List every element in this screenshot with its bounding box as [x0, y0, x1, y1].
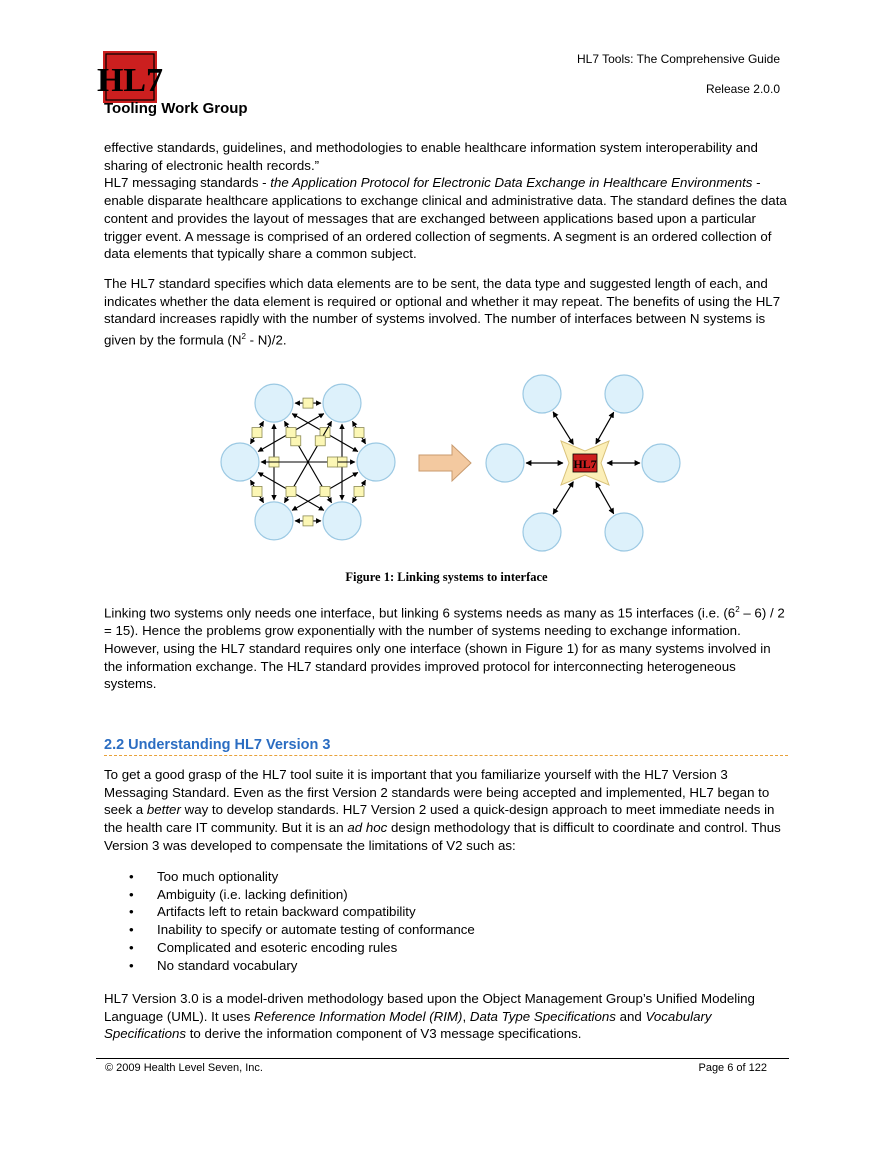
list-item: • Ambiguity (i.e. lacking definition)	[129, 886, 348, 902]
interface-box	[315, 436, 325, 446]
system-node	[255, 384, 293, 422]
model-driven-paragraph: HL7 Version 3.0 is a model-driven methodology based upon the Object Management Group’s Unified Modeling Language (UML). It uses Reference Information Model (RIM), Data Type Specifications and Vocabulary Specifications to derive the information component of V3 message specifications.	[104, 991, 755, 1042]
point-to-point-network	[221, 384, 395, 540]
hub-connection	[596, 482, 614, 514]
section-heading: 2.2 Understanding HL7 Version 3	[104, 737, 788, 756]
list-item: • Complicated and esoteric encoding rules	[129, 939, 398, 955]
footer-page-number: Page 6 of 122	[698, 1062, 767, 1074]
list-item: • No standard vocabulary	[129, 957, 298, 973]
footer-rule	[96, 1058, 789, 1059]
system-node	[523, 375, 561, 413]
linking-paragraph: Linking two systems only needs one interface, but linking 6 systems needs as many as 15 interfaces (i.e. $(6^2 - 6) / 2 = 15$). Hence the problems grow exponentially with the number of systems needing to exchange information. However, using the HL7 standard requires only one interface (shown in Figure 1) for as many systems involved in the information exchange. The HL7 standard provides improved protocol for interconnecting heterogeneous systems.	[104, 605, 785, 692]
interface-box	[303, 516, 313, 526]
limitations-list	[104, 868, 788, 974]
interface-box	[252, 486, 262, 496]
standard-spec-paragraph: The HL7 standard specifies which data elements are to be sent, the data type and suggested length of each, and indicates whether the data element is required or optional and whether it may repeat. The benefits of using the HL7 standard increases rapidly with the number of systems involved. The number of interfaces between N systems is given by the formula $(N^2 - N)/2$.	[104, 276, 781, 348]
system-node	[357, 443, 395, 481]
system-node	[323, 502, 361, 540]
interface-box	[354, 428, 364, 438]
system-node	[605, 513, 643, 551]
version3-paragraph: To get a good grasp of the HL7 tool suite it is important that you familiarize yourself with the HL7 Version 3 Messaging Standard. Even as the first Version 2 standards were being accepted and implemented, HL7 began to seek a better way to develop standards. HL7 Version 2 used a quick-design approach to meet immediate needs in the health care IT community. But it is an ad hoc design methodology that is difficult to coordinate and control. Thus Version 3 was developed to compensate the limitations of V2 such as:	[104, 767, 781, 853]
figure-caption: Figure 1: Linking systems to interface	[345, 570, 548, 584]
interface-box	[354, 486, 364, 496]
interface-box	[327, 457, 337, 467]
list-item: • Inability to specify or automate testing of conformance	[129, 922, 475, 938]
interface-box	[286, 486, 296, 496]
intro-paragraph	[104, 139, 788, 263]
interface-box	[252, 428, 262, 438]
footer-copyright: © 2009 Health Level Seven, Inc.	[105, 1062, 263, 1074]
system-node	[255, 502, 293, 540]
hub-network	[486, 375, 680, 551]
hl7-logo	[96, 51, 164, 103]
figure-linking-systems	[209, 372, 681, 552]
interface-box	[320, 486, 330, 496]
hub-connection	[553, 482, 573, 515]
system-node	[642, 444, 680, 482]
release-label: Release 2.0.0	[705, 82, 780, 96]
interface-box	[303, 398, 313, 408]
hub-connection	[596, 412, 614, 444]
work-group-name: Tooling Work Group	[104, 100, 248, 117]
system-node	[323, 384, 361, 422]
system-node	[486, 444, 524, 482]
transition-arrow	[419, 445, 471, 481]
system-node	[605, 375, 643, 413]
messaging-standards-text: HL7 messaging standards - the Application Protocol for Electronic Data Exchange in Healthcare Environments - enable disparate healthcare applications to exchange clinical and administrative data. The standard defines the data content and provides the layout of messages that are exchanged between applications based upon a particular trigger event. A message is comprised of an ordered collection of segments. A segment is an ordered collection of data elements that typically share a common subject.	[104, 175, 787, 262]
hub-label: HL7	[573, 457, 597, 471]
list-item: • Too much optionality	[129, 869, 279, 884]
document-title: HL7 Tools: The Comprehensive Guide	[576, 52, 780, 66]
system-node	[221, 443, 259, 481]
system-node	[523, 513, 561, 551]
interface-box	[286, 428, 296, 438]
list-item: • Artifacts left to retain backward compatibility	[129, 904, 416, 920]
hub-connection	[553, 412, 573, 445]
quote-end-text: effective standards, guidelines, and methodologies to enable healthcare information system interoperability and sharing of electronic health records.”	[104, 140, 758, 173]
logo-text: HL7	[96, 62, 164, 99]
